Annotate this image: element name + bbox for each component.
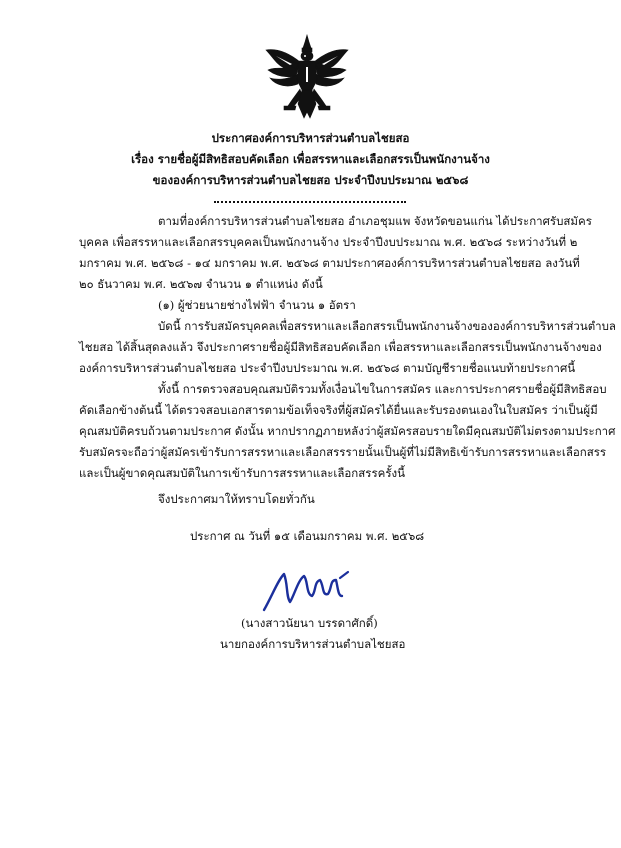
announcement-date: ประกาศ ณ วันที่ ๑๕ เดือนมกราคม พ.ศ. ๒๕๖๘ <box>190 529 425 543</box>
subject-line-1: เรื่อง รายชื่อผู้มีสิทธิสอบคัดเลือก เพื่อสรรหาและเลือกสรรเป็นพนักงานจ้าง <box>131 152 490 166</box>
paragraph-1-line: ตามที่องค์การบริหารส่วนตำบลไชยสอ อำเภอชุมแพ จังหวัดขอนแก่น ได้ประกาศรับสมัคร <box>158 214 592 228</box>
paragraph-3-line: ทั้งนี้ การตรวจสอบคุณสมบัติรวมทั้งเงื่อนไขในการสมัคร และการประกาศรายชื่อผู้มีสิทธิสอบ <box>158 382 607 396</box>
paragraph-2-line: องค์การบริหารส่วนตำบลไชยสอ ประจำปีงบประมาณ พ.ศ. ๒๕๖๘ ตามบัญชีรายชื่อแนบท้ายประกาศนี้ <box>79 361 576 375</box>
paragraph-3-line: และเป็นผู้ขาดคุณสมบัติในการเข้ารับการสรรหาและเลือกสรรครั้งนี้ <box>79 466 405 480</box>
paragraph-2-line: ไชยสอ ได้สิ้นสุดลงแล้ว จึงประกาศรายชื่อผู้มีสิทธิสอบคัดเลือก เพื่อสรรหาและเลือกสรรเป็นพนักงานจ้างของ <box>79 340 602 354</box>
paragraph-1-line: บุคคล เพื่อสรรหาและเลือกสรรบุคคลเป็นพนักงานจ้าง ประจำปีงบประมาณ พ.ศ. ๒๕๖๘ ระหว่างวันที่ ๒ <box>79 235 578 249</box>
paragraph-3-line: รับสมัครจะถือว่าผู้สมัครเข้ารับการสรรหาและเลือกสรรรายนั้นเป็นผู้ที่ไม่มีสิทธิเข้ารับการสรรหาและเลือกสรร <box>79 445 607 459</box>
paragraph-3-line: คัดเลือกข้างต้นนี้ ได้ตรวจสอบเอกสารตามข้อเท็จจริงที่ผู้สมัครได้ยื่นและรับรองตนเองในใบสมัคร ว่าเป็นผู้มี <box>79 403 598 417</box>
paragraph-2-line: บัดนี้ การรับสมัครบุคคลเพื่อสรรหาและเลือกสรรเป็นพนักงานจ้างขององค์การบริหารส่วนตำบล <box>158 319 616 333</box>
signatory-name: (นางสาวนัยนา บรรดาศักดิ์) <box>241 616 378 630</box>
separator-dots <box>214 201 406 203</box>
subject-line-2: ขององค์การบริหารส่วนตำบลไชยสอ ประจำปีงบประมาณ ๒๕๖๘ <box>152 173 469 187</box>
signatory-title: นายกองค์การบริหารส่วนตำบลไชยสอ <box>220 637 406 651</box>
paragraph-3-line: คุณสมบัติครบถ้วนตามประกาศ ดังนั้น หากปรากฏภายหลังว่าผู้สมัครสอบรายใดมีคุณสมบัติไม่ตรงตามประกาศ <box>79 424 616 438</box>
closing-text: จึงประกาศมาให้ทราบโดยทั่วกัน <box>158 492 315 506</box>
position-item: (๑) ผู้ช่วยนายช่างไฟฟ้า จำนวน ๑ อัตรา <box>158 298 356 312</box>
handwritten-signature <box>258 566 358 612</box>
garuda-emblem <box>262 34 352 120</box>
paragraph-1-line: ๒๐ ธันวาคม พ.ศ. ๒๕๖๗ จำนวน ๑ ตำแหน่ง ดังนี้ <box>79 277 323 291</box>
paragraph-1-line: มกราคม พ.ศ. ๒๕๖๘ - ๑๔ มกราคม พ.ศ. ๒๕๖๘ ตามประกาศองค์การบริหารส่วนตำบลไชยสอ ลงวันที่ <box>79 256 580 270</box>
announcement-org: ประกาศองค์การบริหารส่วนตำบลไชยสอ <box>211 131 410 145</box>
